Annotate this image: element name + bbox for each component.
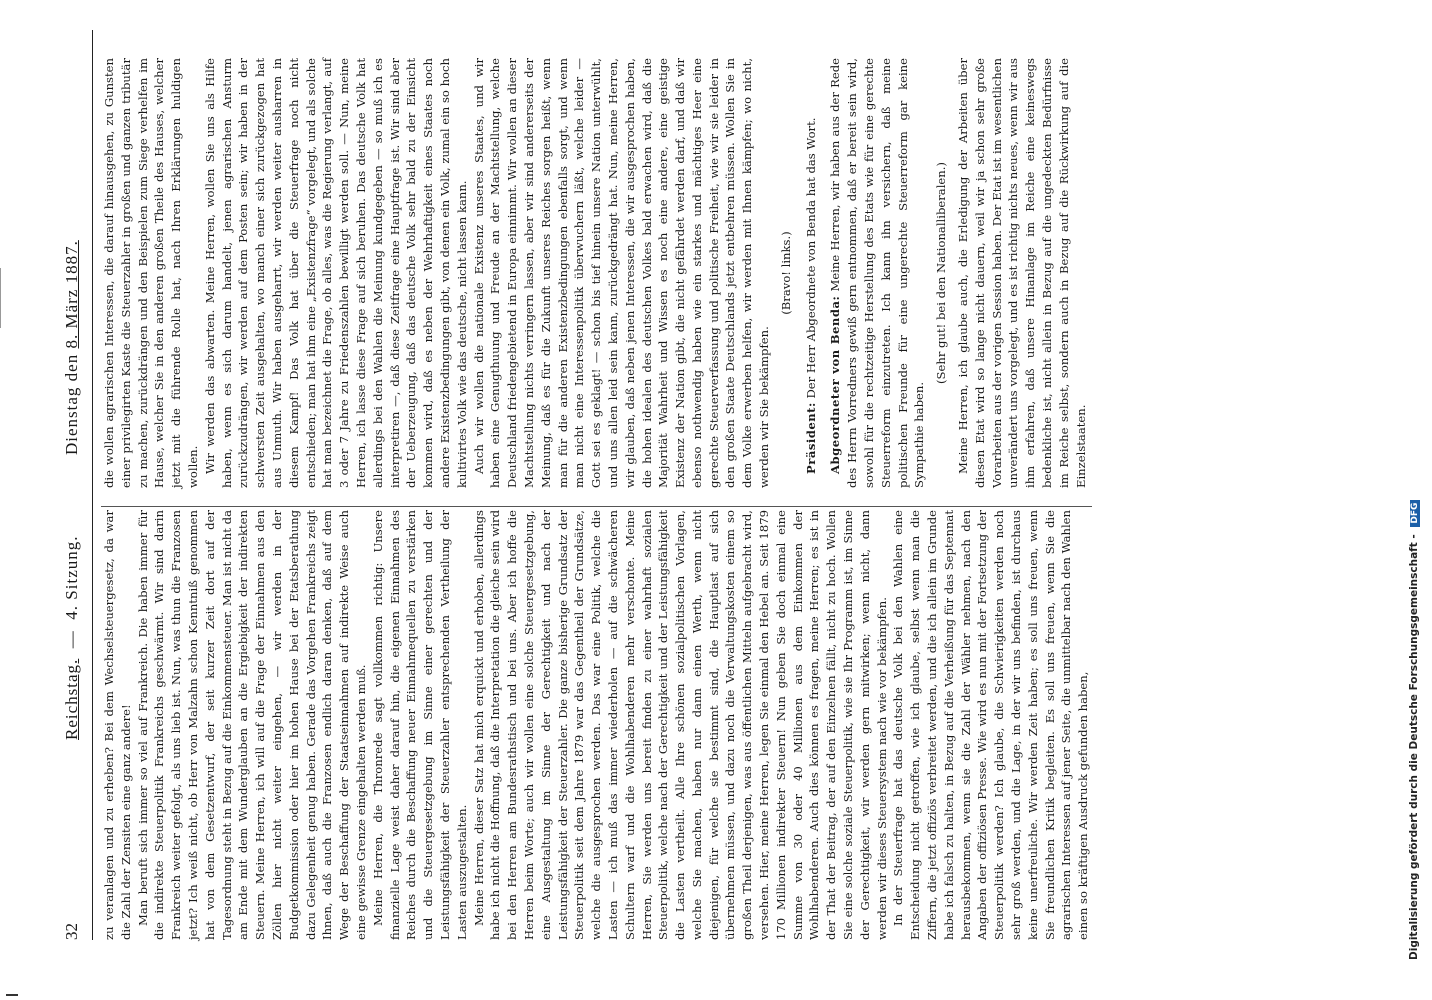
page-number: 32: [62, 923, 81, 940]
speaker-text: Der Herr Abgeordnete von Benda hat das Wort.: [803, 117, 818, 399]
speaker-text: Meine Herren, wir haben aus der Rede des Herrn Vorredners gewiß gern entnommen, daß er bereit sein wird, sowohl für die rechtzeitige Herstellung des Etats wie für eine gerechte Steuerreform einzutreten. Ich kann ihn versichern, daß meine politischen Freunde für eine ungerechte Steuerreform gar keine Sympathie haben.: [828, 57, 927, 488]
footer-text: Digitalisierung gefördert durch die Deutsche Forschungsgemeinschaft -: [1408, 534, 1420, 960]
body-paragraph: Auch wir wollen die nationale Existenz unseres Staates, und wir haben eine Genugthuung und Freude an der Machtstellung, welche Deutschland friedengebietend in Europa einnimmt. Wir wollen an dieser Machtstellung nichts verringern lassen, aber wir sind andererseits der Meinung, daß es für die Zukunft unseres Reiches sorgen heißt, wenn man für die anderen Existenzbedingungen ebenfalls sorgt, und wenn man nicht eine Interessenpolitik überwuchern läßt, welche leider — Gott sei es geklagt! — schon bis tief hinein unsere Nation unterwühlt, und uns allen leid sein kann, zurückgedrängt hat. Nun, meine Herren, wir glauben, daß neben jenen Interessen, die wir ausgesprochen haben, die hohen idealen des deutschen Volkes bald erwachen wird, daß die Majorität Wahrheit und Wissen es noch eine andere, eine geistige Existenz der Nation gibt, die nicht gefährdet werden darf, und daß wir ebenso nothwendig haben wie ein starkes und mächtiges Heer eine gerechte Steuerverfassung und politische Freiheit, wie wir sie leider in den großen Staate Deutschlands jetzt entbehren müssen. Wollen Sie in dem Volke erwerben helfen, wir werden mit Ihnen kämpfen; wo nicht, werden wir Sie bekämpfen.: [471, 58, 772, 488]
speaker-paragraph: [803, 58, 820, 488]
text-columns: [101, 30, 1092, 940]
header-title-session: Reichstag. — 4. Sitzung.: [62, 535, 81, 740]
interjection: (Bravo! links.): [778, 231, 793, 315]
column-divider: [101, 506, 1092, 507]
interjection: (Sehr gut! bei den Nationalliberalen.): [934, 162, 949, 384]
body-paragraph: Wir werden das abwarten. Meine Herren, wollen Sie uns als Hilfe haben, wenn es sich darum handelt, jenen agrarischen Ansturm zurückzudrängen, wir werden auf dem Posten sein; wir haben in der schwersten Zeit ausgehalten, wo manch einer sich zurückgezogen hat aus Unmuth. Wir haben ausgeharrt, wir werden weiter ausharren in diesem Kampf! Das Volk hat über die Steuerfrage noch nicht entschieden; man hat ihm eine „Existenzfrage“ vorgelegt, und als solche hat man bezeichnet die Frage, ob alles, was die Regierung verlangt, auf 3 oder 7 Jahre zu Friedenszahlen bewilligt werden soll. — Nun, meine Herren, ich lasse diese Frage auf sich beruhen. Das deutsche Volk hat allerdings bei den Wahlen die Meinung kundgegeben — so muß ich es interpretiren —, daß diese Zeitfrage eine Hauptfrage ist. Wir sind aber der Ueberzeugung, daß das deutsche Volk sehr bald zu der Einsicht kommen wird, daß es neben der Wehrhaftigkeit eines Staates noch andere Existenzbedingungen gibt, von denen ein Volk, zumal ein so hoch kultivirtes Volk wie das deutsche, nicht lassen kann.: [202, 58, 469, 488]
dfg-badge: DFG: [1410, 500, 1420, 527]
speaker-label: Präsident:: [803, 402, 818, 474]
body-paragraph: Man beruft sich immer so viel auf Frankreich. Die haben immer für die indirekte Steuerpolitik Frankreichs geschwärmt. Wir sind darin Frankreich weiter gefolgt, als uns lieb ist. Nun, was thun die Franzosen jetzt? Ich weiß nicht, ob Herr von Malzahn schon Kenntniß genommen hat von dem Gesetzentwurf, der seit kurzer Zeit dort auf der Tagesordnung steht in Bezug auf die Einkommensteuer. Man ist nicht da am Ende mit dem Wunderglauben an die Ergiebigkeit der indirekten Steuern. Meine Herren, ich will auf die Frage der Einnahmen aus den Zöllen hier nicht weiter eingehen, — wir werden in der Budgetkommission oder hier im hohen Hause bei der Etatsberathung dazu Gelegenheit genug haben. Gerade das Vorgehen Frankreichs zeigt Ihnen, daß auch die Franzosen endlich daran denken, daß auf dem Wege der Beschaffung der Staatseinnahmen auf indirekte Weise auch eine gewisse Grenze eingehalten werden muß.: [135, 510, 368, 940]
speaker-paragraph: [827, 58, 928, 488]
body-paragraph: Meine Herren, dieser Satz hat mich erquickt und erhoben, allerdings habe ich nicht die Hoffnung, daß die Interpretation die gleiche sein wird bei den Herren am Bundesrathstisch und bei uns. Aber ich hoffe die Herren beim Worte; auch wir wollen eine solche Steuergesetzgebung, eine Ausgestaltung im Sinne der Gerechtigkeit und nach der Leistungsfähigkeit der Steuerzahler. Die ganze bisherige Grundsatz der Steuerpolitik seit dem Jahre 1879 war das Gegentheil der Grundsätze, welche die ausgesprochen werden. Das war eine Politik, welche die Lasten — ich muß das immer wiederholen — auf die schwächeren Schultern warf und die Wohlhabenderen mehr verschonte. Meine Herren, Sie werden uns bereit finden zu einer wahrhaft sozialen Steuerpolitik, welche nach der Gerechtigkeit und der Leistungsfähigkeit die Lasten vertheilt. Alle Ihre schönen sozialpolitischen Vorlagen, welche Sie machen, haben nur dann einen Werth, wenn nicht diejenigen, für welche sie bestimmt sind, die Hauptlast auf sich übernehmen müssen, und dazu noch die Verwaltungskosten einem so großen Theil derjenigen, was aus öffentlichen Mitteln aufgebracht wird, versehen. Hier, meine Herren, legen Sie einmal den Hebel an. Seit 1879 170 Millionen indirekter Steuern! Nun geben Sie doch einmal eine Summe von 30 oder 40 Millionen aus dem Einkommen der Wohlhabenderen. Auch dies können es fragen, meine Herren; es ist in der That der Beitrag, der auf den Einzelnen fällt, nicht zu hoch. Wollen Sie eine solche soziale Steuerpolitik, wie sie Ihr Programm ist, im Sinne der Gerechtigkeit, wir werden gern mitwirken; wenn nicht, dann werden wir dieses Steuersystem nach wie vor bekämpfen.: [471, 510, 889, 940]
header-date: 8. März 1887.: [62, 240, 81, 349]
page-header: [58, 30, 93, 940]
header-date-line: [62, 240, 82, 455]
speaker-label: Abgeordneter von Benda:: [828, 295, 843, 474]
header-title: Reichstag.: [62, 658, 81, 740]
digitization-footer: [1408, 30, 1420, 960]
left-column: [101, 510, 1092, 940]
body-paragraph: In der Steuerfrage hat das deutsche Volk bei den Wahlen eine Entscheidung nicht getroffen, wie ich glaube, selbst wenn man die Ziffern, die jetzt offiziös verbreitet werden, und die ich allein im Grunde habe ich falsch zu halten, in Bezug auf die Verheißung für das Septennat herausbekommen, wenn sie die Zahl der Wähler nehmen, nach den Angaben der offiziösen Presse. Wie wird es nun mit der Fortsetzung der Steuerpolitik werden? Ich glaube, die Schwierigkeiten werden noch sehr groß werden, und die Lage, in der wir uns befinden, ist durchaus keine unerfreuliche. Wir werden Zeit haben; es soll uns freuen, wenn Sie freundlichen Kritik begleiten. Es soll uns freuen, wenn Sie die agrarischen Interessen auf jener Seite, die unmittelbar nach den Wahlen einen so kräftigen Ausdruck gefunden haben,: [891, 510, 1091, 940]
body-paragraph: die wollen agrarischen Interessen, die darauf hinausgehen, zu Gunsten einer privilegirten Kaste die Steuerzahler in großen und ganzen tributär zu machen, zurückdrängen und den Beispielen zum Siege verhelfen im Hause, welcher Sie in den anderen großen Theile des Hauses, welcher jetzt mit die führende Rolle hat, nach Ihren Erklärungen huldigen wollen.: [102, 58, 200, 488]
body-paragraph: Meine Herren, die Thronrede sagt vollkommen richtig: Unsere finanzielle Lage weist daher darauf hin, die eigenen Einnahmen des Reiches durch die Beschaffung neuer Einnahmequellen zu verstärken und die Steuergesetzgebung im Sinne einer gerechten und der Leistungsfähigkeit der Steuerzahler entsprechenden Vertheilung der Lasten auszugestalten.: [370, 510, 469, 940]
header-session: 4. Sitzung.: [62, 535, 81, 620]
header-weekday: Dienstag den: [62, 353, 81, 455]
body-paragraph: Meine Herren, ich glaube auch, die Erledigung der Arbeiten über diesen Etat wird so lange nicht dauern, weil wir ja schon sehr große Vorarbeiten aus der vorigen Session haben. Der Etat ist im wesentlichen unverändert uns vorgelegt, und es ist richtig nichts neues, wenn wir aus ihm erfahren, daß unsere Hinanlage im Reiche eine keineswegs bedenkliche ist, nicht allein in Bezug auf die ungedeckten Bedürfnisse im Reiche selbst, sondern auch in Bezug auf die Rückwirkung auf die Einzelstaaten.: [956, 58, 1088, 488]
scan-corner-mark: [6, 994, 18, 996]
right-column: [101, 58, 1092, 488]
body-paragraph: zu veranlagen und zu erheben? Bei dem Wechselsteuergesetz, da war die Zahl der Zensiten eine ganz andere!: [102, 510, 133, 940]
page-edge-mark: [0, 268, 7, 328]
